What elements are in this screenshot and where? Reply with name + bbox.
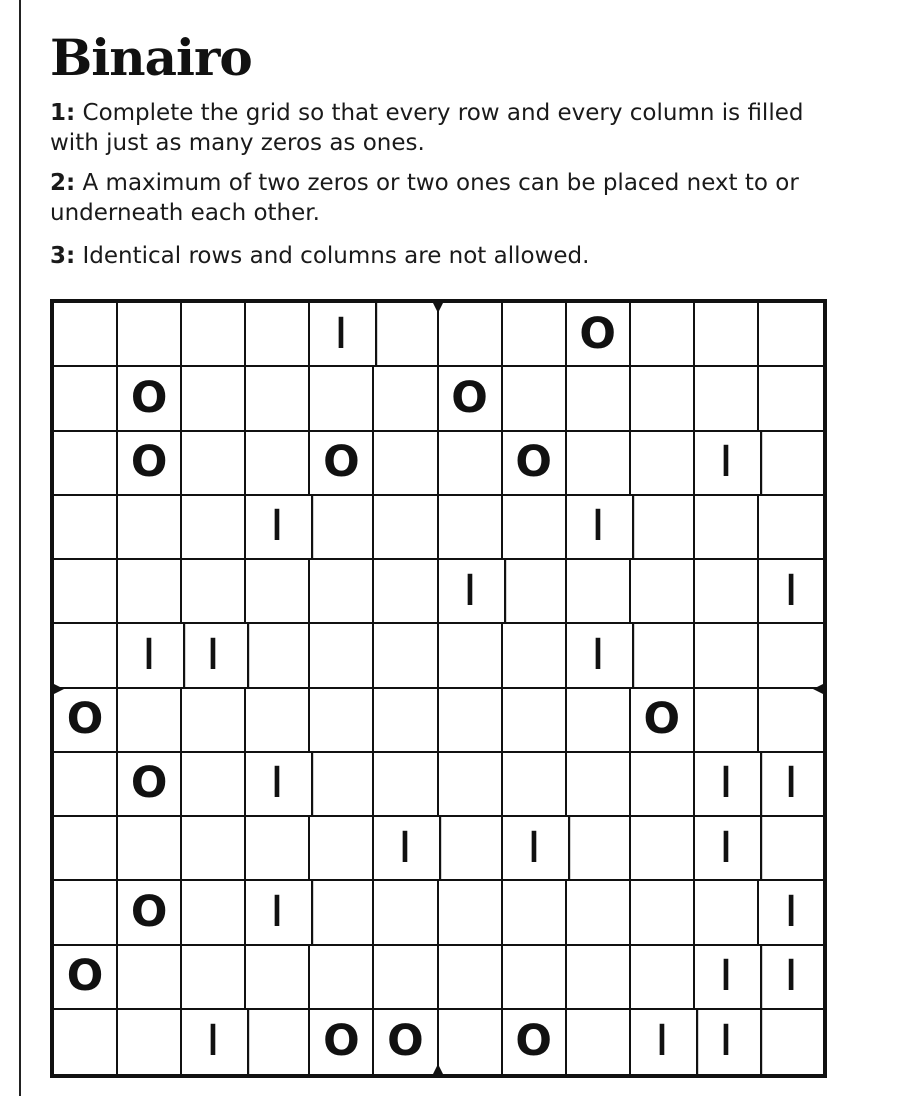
grid-cell-empty[interactable]: [118, 1010, 182, 1074]
grid-cell-empty[interactable]: [503, 689, 567, 753]
grid-cell-empty[interactable]: [118, 946, 182, 1010]
grid-cell-given[interactable]: O: [310, 1010, 374, 1074]
grid-cell-empty[interactable]: [631, 624, 695, 688]
puzzle-title: Binairo: [50, 28, 252, 87]
grid-cell-empty[interactable]: [631, 560, 695, 624]
grid-cell-empty[interactable]: [567, 946, 631, 1010]
grid-cell-empty[interactable]: [567, 881, 631, 945]
grid-cell-empty[interactable]: [182, 946, 246, 1010]
grid-cell-given[interactable]: I: [628, 1010, 698, 1074]
grid-cell-empty[interactable]: [374, 881, 438, 945]
grid-cell-empty[interactable]: [567, 432, 631, 496]
grid-cell-given[interactable]: O: [503, 432, 567, 496]
center-marker-top: [431, 299, 445, 313]
grid-cell-empty[interactable]: [759, 496, 823, 560]
grid-cell-empty[interactable]: [310, 753, 374, 817]
grid-cell-given[interactable]: I: [435, 560, 505, 624]
grid-cell-empty[interactable]: [246, 817, 310, 881]
grid-cell-empty[interactable]: [503, 496, 567, 560]
grid-cell-empty[interactable]: [439, 753, 503, 817]
grid-cell-empty[interactable]: [310, 367, 374, 431]
grid-cell-given[interactable]: I: [692, 1010, 762, 1074]
grid-cell-given[interactable]: I: [499, 817, 569, 881]
grid-cell-empty[interactable]: [182, 817, 246, 881]
grid-cell-empty[interactable]: [439, 624, 503, 688]
grid-cell-empty[interactable]: [631, 881, 695, 945]
center-marker-right: [813, 682, 827, 696]
grid-cell-empty[interactable]: [54, 881, 118, 945]
grid-cell-empty[interactable]: [695, 624, 759, 688]
grid-cell-empty[interactable]: [567, 689, 631, 753]
grid-cell-empty[interactable]: [759, 1010, 823, 1074]
grid-cell-empty[interactable]: [310, 496, 374, 560]
grid-cell-empty[interactable]: [182, 303, 246, 367]
grid-cell-given[interactable]: I: [692, 817, 762, 881]
grid-cell-given[interactable]: I: [115, 624, 185, 688]
grid-cell-empty[interactable]: [695, 560, 759, 624]
grid-cell-empty[interactable]: [246, 432, 310, 496]
grid-cell-empty[interactable]: [631, 817, 695, 881]
grid-cell-empty[interactable]: [695, 367, 759, 431]
grid-cell-empty[interactable]: [759, 817, 823, 881]
grid-cell-empty[interactable]: [439, 946, 503, 1010]
grid-cell-given[interactable]: O: [118, 753, 182, 817]
grid-cell-given[interactable]: I: [692, 432, 762, 496]
grid-cell-empty[interactable]: [439, 496, 503, 560]
grid-cell-given[interactable]: I: [563, 496, 634, 560]
center-marker-bottom: [431, 1064, 445, 1078]
grid-cell-empty[interactable]: [310, 624, 374, 688]
grid-cell-given[interactable]: O: [439, 367, 503, 431]
rule-text: Complete the grid so that every row and every column is filled with just as many zeros as ones.: [50, 100, 804, 156]
grid-cell-given[interactable]: O: [118, 881, 182, 945]
grid-cell-empty[interactable]: [374, 560, 438, 624]
grid-cell-empty[interactable]: [759, 303, 823, 367]
grid-cell-given[interactable]: O: [118, 367, 182, 431]
grid-cell-empty[interactable]: [118, 689, 182, 753]
grid-cell-empty[interactable]: [246, 946, 310, 1010]
grid-cell-empty[interactable]: [759, 367, 823, 431]
grid-cell-empty[interactable]: [374, 303, 438, 367]
grid-cell-given[interactable]: I: [243, 881, 313, 945]
grid-cell-empty[interactable]: [374, 496, 438, 560]
grid-cell-given[interactable]: O: [374, 1010, 438, 1074]
grid-cell-empty[interactable]: [759, 624, 823, 688]
grid-cell-given[interactable]: O: [567, 303, 631, 367]
grid-cell-empty[interactable]: [631, 946, 695, 1010]
grid-cell-empty[interactable]: [695, 303, 759, 367]
grid-cell-empty[interactable]: [246, 1010, 310, 1074]
grid-cell-empty[interactable]: [503, 560, 567, 624]
grid-cell-empty[interactable]: [246, 367, 310, 431]
page-margin-line: [19, 0, 21, 1096]
grid-cell-given[interactable]: O: [54, 946, 118, 1010]
grid-cell-empty[interactable]: [503, 881, 567, 945]
grid-cell-empty[interactable]: [310, 881, 374, 945]
grid-cell-empty[interactable]: [503, 753, 567, 817]
grid-cell-empty[interactable]: [439, 817, 503, 881]
grid-cell-empty[interactable]: [631, 753, 695, 817]
grid-cell-given[interactable]: I: [179, 1010, 250, 1074]
grid-cell-empty[interactable]: [54, 1010, 118, 1074]
grid-cell-empty[interactable]: [54, 560, 118, 624]
grid-cell-empty[interactable]: [439, 1010, 503, 1074]
grid-cell-empty[interactable]: [567, 1010, 631, 1074]
grid-cell-empty[interactable]: [118, 560, 182, 624]
grid-cell-empty[interactable]: [374, 753, 438, 817]
grid-cell-given[interactable]: I: [243, 753, 313, 817]
grid-cell-empty[interactable]: [54, 817, 118, 881]
grid-cell-empty[interactable]: [503, 946, 567, 1010]
grid-cell-empty[interactable]: [631, 367, 695, 431]
grid-cell-given[interactable]: I: [756, 753, 827, 817]
grid-cell-empty[interactable]: [54, 367, 118, 431]
grid-cell-empty[interactable]: [54, 753, 118, 817]
grid-cell-empty[interactable]: [182, 367, 246, 431]
grid-cell-given[interactable]: O: [54, 689, 118, 753]
rule-number: 1:: [50, 100, 76, 126]
grid-cell-empty[interactable]: [567, 753, 631, 817]
grid-cell-empty[interactable]: [246, 689, 310, 753]
grid-cell-given[interactable]: I: [692, 946, 762, 1010]
grid-cell-empty[interactable]: [631, 432, 695, 496]
rule-text: A maximum of two zeros or two ones can be placed next to or underneath each other.: [50, 170, 799, 226]
grid-cell-empty[interactable]: [182, 432, 246, 496]
grid-cell-empty[interactable]: [54, 496, 118, 560]
puzzle-grid: [50, 299, 827, 1078]
grid-cell-given[interactable]: O: [503, 1010, 567, 1074]
grid-cell-empty[interactable]: [503, 624, 567, 688]
grid-cell-empty[interactable]: [374, 624, 438, 688]
grid-cell-given[interactable]: I: [563, 624, 634, 688]
grid-cell-empty[interactable]: [759, 689, 823, 753]
grid-cell-given[interactable]: O: [310, 432, 374, 496]
rule-1: [50, 98, 840, 158]
center-marker-left: [50, 682, 64, 696]
grid-cell-empty[interactable]: [567, 560, 631, 624]
grid-cell-empty[interactable]: [182, 496, 246, 560]
grid-cell-empty[interactable]: [695, 689, 759, 753]
grid-cell-empty[interactable]: [54, 303, 118, 367]
grid-cell-empty[interactable]: [695, 496, 759, 560]
rule-2: [50, 168, 840, 228]
grid-cell-empty[interactable]: [246, 624, 310, 688]
grid-cell-empty[interactable]: [118, 496, 182, 560]
grid-cell-empty[interactable]: [182, 560, 246, 624]
grid-cell-empty[interactable]: [310, 817, 374, 881]
grid-cell-empty[interactable]: [695, 881, 759, 945]
grid-cell-empty[interactable]: [567, 367, 631, 431]
rule-3: [50, 241, 840, 271]
grid-cell-empty[interactable]: [182, 689, 246, 753]
grid-cell-empty[interactable]: [182, 881, 246, 945]
rule-number: 3:: [50, 243, 76, 269]
grid-cell-empty[interactable]: [310, 946, 374, 1010]
grid-cell-empty[interactable]: [759, 432, 823, 496]
grid-cell-empty[interactable]: [439, 689, 503, 753]
grid-cell-given[interactable]: I: [692, 753, 762, 817]
grid-cell-empty[interactable]: [439, 432, 503, 496]
rule-number: 2:: [50, 170, 76, 196]
rule-text: Identical rows and columns are not allowed.: [82, 243, 590, 269]
grid-cell-empty[interactable]: [439, 881, 503, 945]
grid-cell-given[interactable]: I: [756, 881, 827, 945]
grid-cell-given[interactable]: O: [631, 689, 695, 753]
grid-cell-empty[interactable]: [374, 367, 438, 431]
grid-cell-empty[interactable]: [182, 753, 246, 817]
grid-cell-empty[interactable]: [118, 817, 182, 881]
grid-cell-empty[interactable]: [374, 689, 438, 753]
grid-cell-empty[interactable]: [374, 946, 438, 1010]
grid-cell-given[interactable]: O: [118, 432, 182, 496]
grid-cell-empty[interactable]: [567, 817, 631, 881]
grid-cell-empty[interactable]: [54, 432, 118, 496]
grid-cell-empty[interactable]: [631, 303, 695, 367]
grid-cell-given[interactable]: I: [371, 817, 442, 881]
grid-cell-given[interactable]: I: [756, 560, 827, 624]
grid-cell-empty[interactable]: [503, 303, 567, 367]
grid-cell-given[interactable]: I: [307, 303, 377, 367]
grid-cell-empty[interactable]: [310, 560, 374, 624]
grid-cell-given[interactable]: I: [243, 496, 313, 560]
grid-cell-empty[interactable]: [246, 560, 310, 624]
grid-cell-given[interactable]: I: [179, 624, 250, 688]
grid-cell-given[interactable]: I: [756, 946, 827, 1010]
grid-cell-empty[interactable]: [54, 624, 118, 688]
grid-cell-empty[interactable]: [631, 496, 695, 560]
grid-cell-empty[interactable]: [118, 303, 182, 367]
grid-cell-empty[interactable]: [503, 367, 567, 431]
grid-cell-empty[interactable]: [374, 432, 438, 496]
grid-cell-empty[interactable]: [310, 689, 374, 753]
grid-cell-empty[interactable]: [246, 303, 310, 367]
grid-cell-empty[interactable]: [439, 303, 503, 367]
